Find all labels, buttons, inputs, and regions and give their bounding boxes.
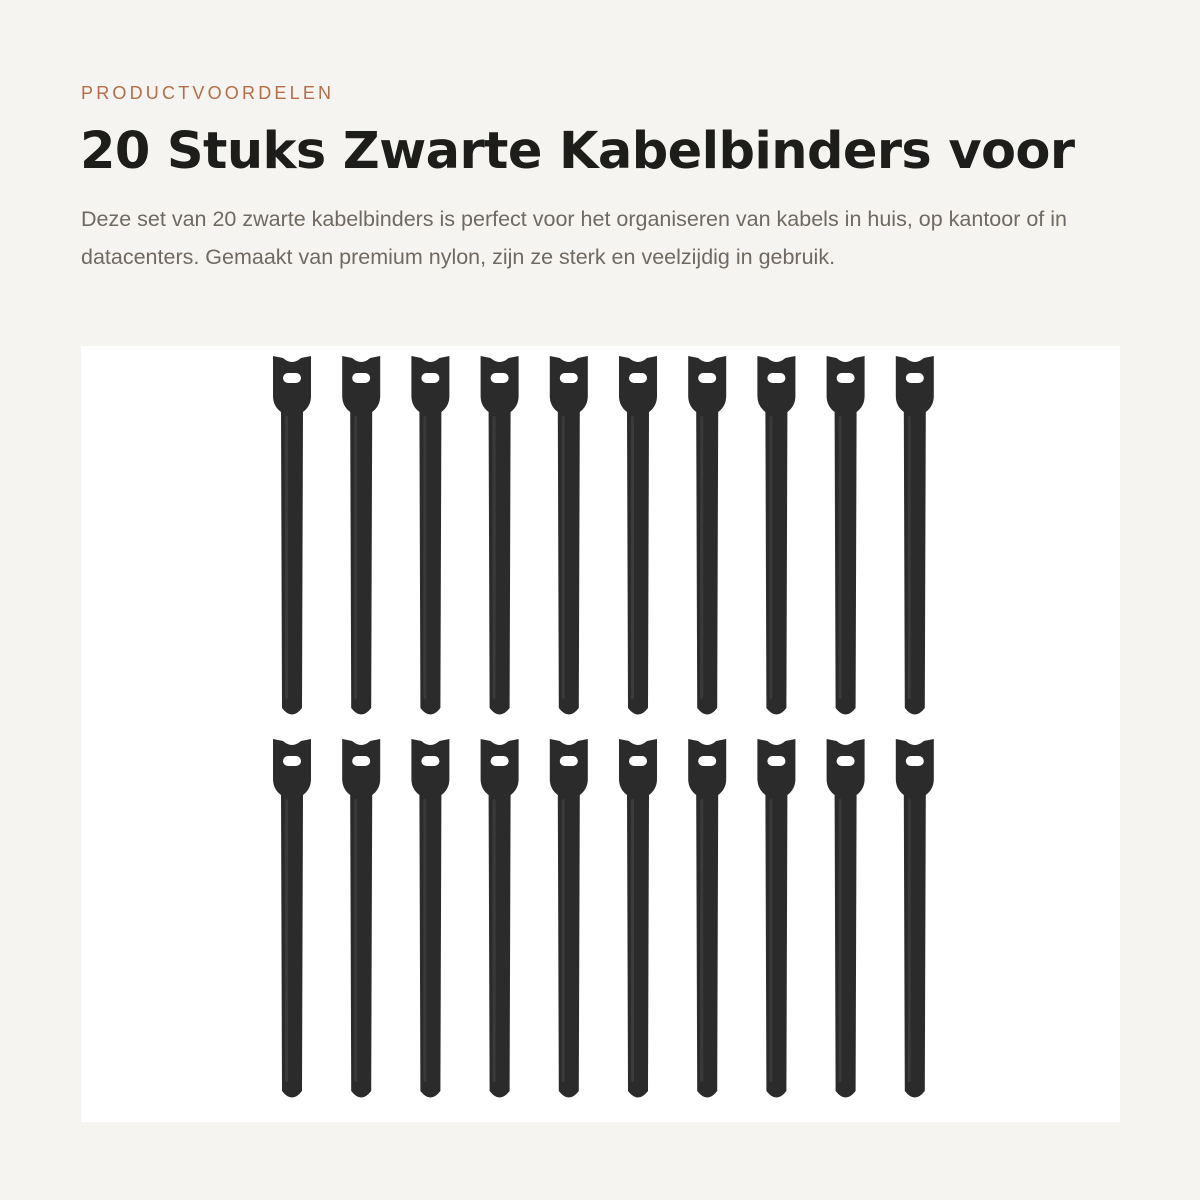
cable-tie (342, 739, 380, 1098)
tie-slot (491, 756, 509, 766)
section-title: 20 Stuks Zwarte Kabelbinders voor (80, 122, 1075, 181)
tie-slot (560, 756, 578, 766)
cable-tie (481, 356, 519, 715)
cable-tie (411, 739, 449, 1098)
tie-slot (906, 756, 924, 766)
cable-tie (550, 739, 588, 1098)
section-description: Deze set van 20 zwarte kabelbinders is perfect voor het organiseren van kabels in huis, op kantoor of in datacenters. Gemaakt van premium nylon, zijn ze sterk en veelzijdig in gebruik. (81, 207, 1067, 269)
cable-tie (619, 356, 657, 715)
tie-slot (352, 373, 370, 383)
tie-slot (491, 373, 509, 383)
cable-tie (827, 356, 865, 715)
cable-tie (273, 739, 311, 1098)
tie-slot (837, 756, 855, 766)
cable-ties-illustration (81, 346, 1120, 1122)
cable-tie (896, 739, 934, 1098)
cable-tie (688, 739, 726, 1098)
tie-slot (629, 373, 647, 383)
product-image (81, 346, 1120, 1122)
tie-slot (767, 373, 785, 383)
tie-slot (352, 756, 370, 766)
tie-slot (767, 756, 785, 766)
cable-tie (896, 356, 934, 715)
tie-slot (283, 373, 301, 383)
cable-tie (757, 739, 795, 1098)
tie-slot (421, 373, 439, 383)
cable-tie (688, 356, 726, 715)
tie-slot (837, 373, 855, 383)
cable-tie (342, 356, 380, 715)
cable-tie (411, 356, 449, 715)
tie-slot (906, 373, 924, 383)
cable-tie (757, 356, 795, 715)
tie-slot (421, 756, 439, 766)
cable-tie (827, 739, 865, 1098)
tie-slot (698, 373, 716, 383)
tie-slot (698, 756, 716, 766)
cable-tie (619, 739, 657, 1098)
cable-tie (481, 739, 519, 1098)
tie-slot (560, 373, 578, 383)
tie-slot (283, 756, 301, 766)
cable-tie (273, 356, 311, 715)
cable-tie (550, 356, 588, 715)
tie-slot (629, 756, 647, 766)
section-eyebrow: PRODUCTVOORDELEN (81, 83, 335, 103)
